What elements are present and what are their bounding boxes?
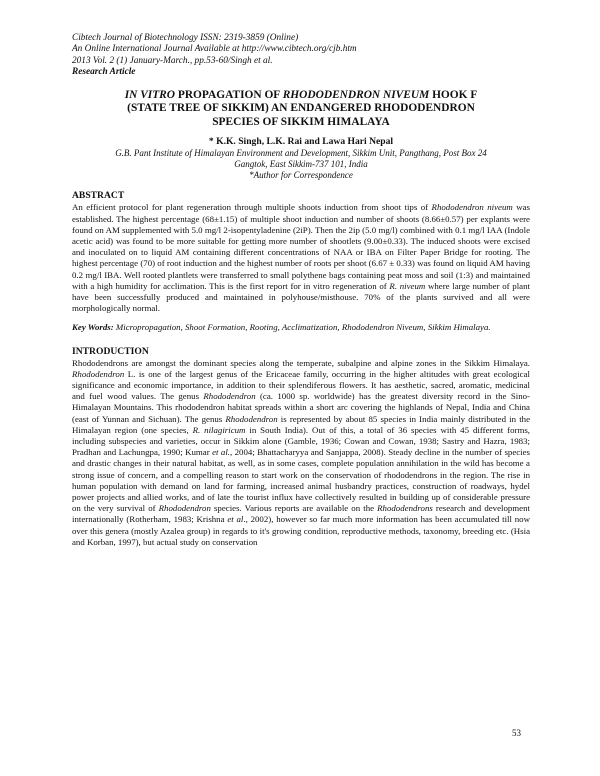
introduction-text: Rhododendrons are amongst the dominant species along the temperate, subalpine and alpine zones in the Sikkim Himalaya. Rhododendron L. is one of the largest genus of the Ericaceae family, occurring in the higher altitudes with great ecological significance and economic importance, in addition to their splendiferous flowers. It has aesthetic, sacred, aromatic, medicinal and fuel wood values. The genus Rhododendron (ca. 1000 sp. worldwide) has the greatest diversity record in the Sino-Himalayan Mountains. This rhododendron habitat spreads within a short arc covering the highlands of Nepal, India and China (east of Yunnan and Sichuan). The genus Rhododendron is represented by about 85 species in India mainly distributed in the Himalayan region (one species, R. nilagiricum in South India). Out of this, a total of 36 species with 45 different forms, including subspecies and varieties, occur in Sikkim alone (Gamble, 1936; Cowan and Cowan, 1938; Sastry and Hazra, 1983; Pradhan and Lachungpa, 1990; Kumar et al., 2004; Bhattacharyya and Sanjappa, 2008). Steady decline in the number of species and drastic changes in their natural habitat, as well, as in some cases, complete population annihilation in the wild has become a strong issue of concern, and a compelling reason to start work on the conservation of rhododendrons in the region. The rise in human population with demand on land for farming, increased animal husbandry practices, construction of roadways, hydel power projects and allied works, and of late the tourist influx have collectively resulted in building up of considerable pressure on the very survival of Rhododendron species. Various reports are available on the Rhododendrons research and development internationally (Rotherham, 1983; Krishna et al., 2002), however so far much more information has been accumulated till now over this genera (mostly Azalea group) in regards to it's growing condition, reproductive methods, taxonomy, breeding etc. (Hsia and Korban, 1997), but actual study on conservation <box>72 357 531 547</box>
abstract-heading: ABSTRACT <box>72 190 125 202</box>
paper-title <box>72 89 530 130</box>
introduction-heading: INTRODUCTION <box>72 345 149 357</box>
author-list: * K.K. Singh, L.K. Rai and Lawa Hari Nepal <box>208 136 394 148</box>
page-number: 53 <box>512 728 521 738</box>
keywords <box>72 322 530 333</box>
abstract-text: An efficient protocol for plant regeneration through multiple shoots induction from shoot tips of Rhododendron niveum was established. The highest percentage (68±1.15) of multiple shoot induction and number of shoots (8.66±0.57) per explants were found on AM supplemented with 5.0 mg/l 2-isopentyladenine (2iP). Then the 2ip (5.0 mg/l) combined with 0.1 mg/l IAA (Indole acetic acid) was found to be more suitable for getting more number of shootlets (9.00±0.33). The induced shoots were excised and inoculated on to liquid AM containing different concentrations of NAA or IBA on Filter Paper Bridge for rooting. The highest percentage (70) of root induction and the highest number of roots per shoot (6.67 ± 0.33) was found on liquid AM having 0.2 mg/l IBA. Well rooted plantlets were transferred to small polythene bags containing peat moss and soil (1:3) and maintained with a high humidity for acclimation. This is the first report for in vitro regeneration of R. niveum where large number of plant have been successfully produced and maintained in polyhouse/misthouse. 70% of the plants survived and all were morphologically normal. <box>72 202 530 314</box>
affiliation <box>72 148 530 181</box>
keywords-label: Key Words: <box>72 322 114 333</box>
article-type: Research Article <box>72 67 136 78</box>
affiliation-line-2: Gangtok, East Sikkim-737 101, India <box>234 159 368 170</box>
introduction-section <box>72 346 530 548</box>
title-line-2: (STATE TREE OF SIKKIM) AN ENDANGERED RHODODENDRON <box>127 102 475 115</box>
journal-volume: 2013 Vol. 2 (1) January-March., pp.53-60/Singh et al. <box>72 55 273 66</box>
paper-page <box>72 33 530 548</box>
journal-header <box>72 33 530 79</box>
affiliation-line-1: G.B. Pant Institute of Himalayan Environment and Development, Sikkim Unit, Pangthang, Post Box 24 <box>115 148 487 159</box>
keywords-text: Micropropagation, Shoot Formation, Rooting, Acclimatization, Rhododendron Niveum, Sikkim Himalaya. <box>113 322 491 333</box>
title-line-3: SPECIES OF SIKKIM HIMALAYA <box>212 115 390 128</box>
abstract-section <box>72 190 530 314</box>
journal-name: Cibtech Journal of Biotechnology ISSN: 2319-3859 (Online) <box>72 33 299 43</box>
title-line-1: IN VITRO PROPAGATION OF RHODODENDRON NIVEUM HOOK F <box>124 88 478 101</box>
correspondence-note: *Author for Correspondence <box>249 170 353 181</box>
journal-availability: An Online International Journal Available at http://www.cibtech.org/cjb.htm <box>72 44 357 55</box>
